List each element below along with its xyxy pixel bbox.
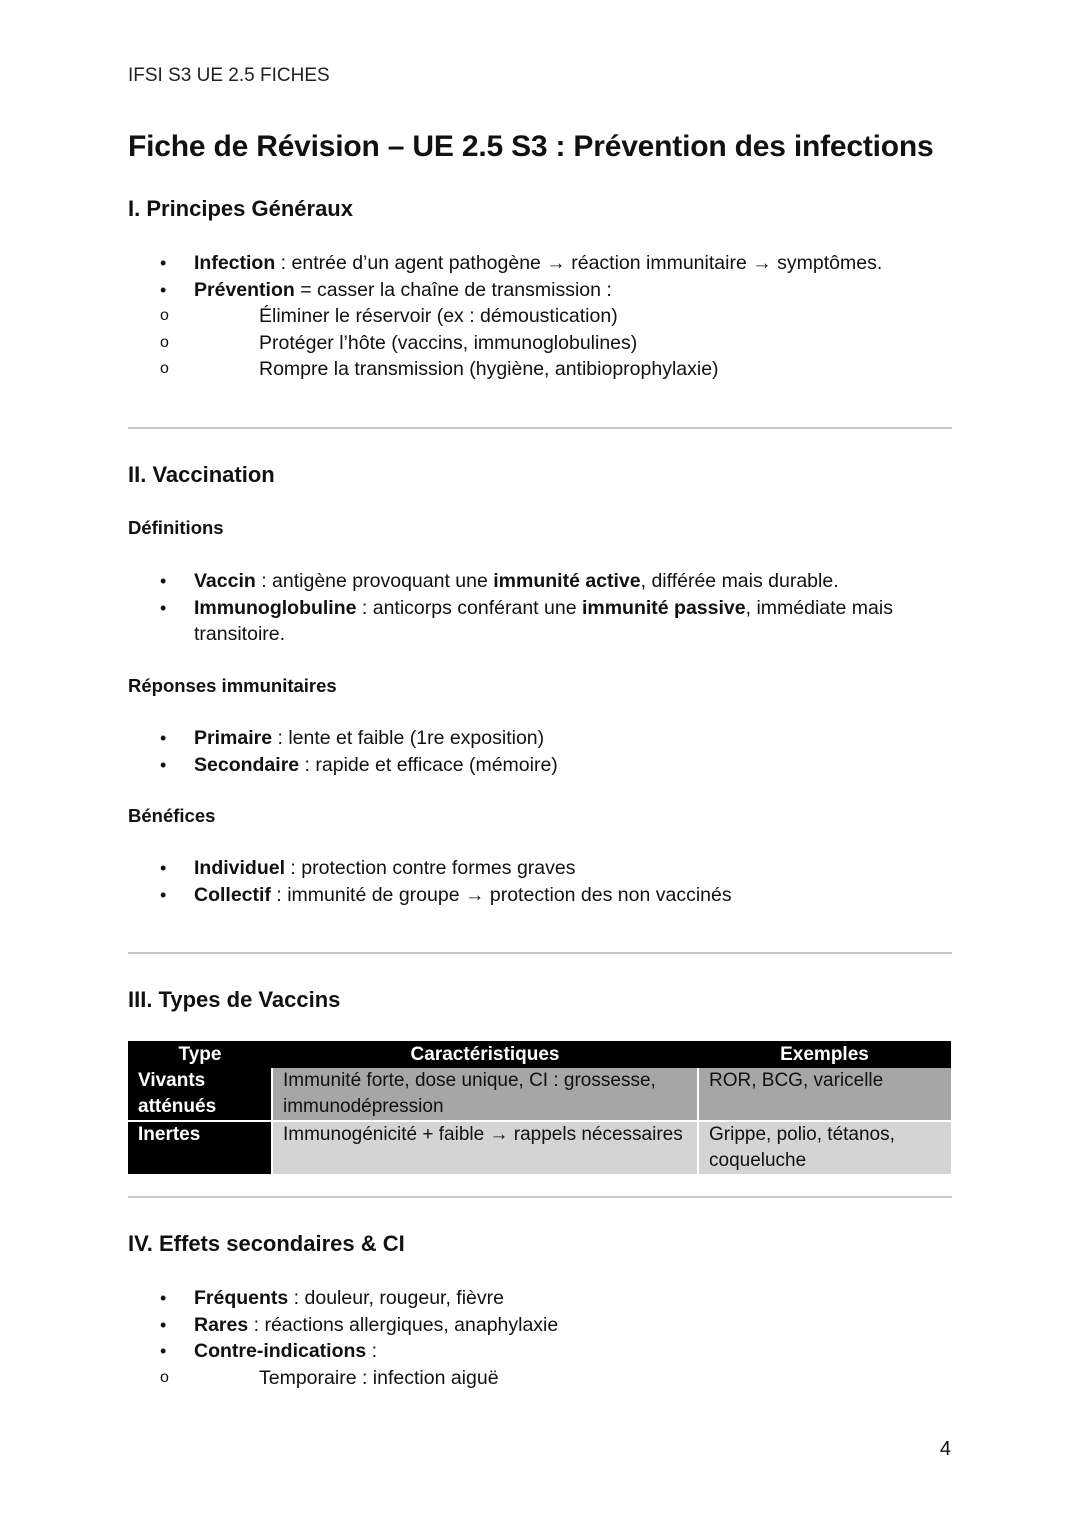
definition: : lente et faible (1re exposition) [272, 727, 545, 749]
divider [128, 1196, 952, 1198]
definition: : rapide et efficace (mémoire) [299, 753, 558, 776]
table-cell: Immunité forte, dose unique, CI : grossesse, immunodépression [272, 1068, 698, 1121]
table-cell: Grippe, polio, tétanos, coqueluche [698, 1121, 951, 1174]
page-number: 4 [939, 1438, 951, 1460]
emphasis: immunité active [493, 570, 641, 592]
term: Collectif [194, 883, 271, 906]
term: Immunoglobuline [194, 596, 357, 619]
term: Fréquents [194, 1287, 289, 1309]
section-4-heading: IV. Effets secondaires & CI [128, 1231, 405, 1256]
definition: , immédiate mais transitoire. [194, 596, 893, 645]
divider [128, 952, 952, 954]
running-header: IFSI S3 UE 2.5 FICHES [128, 65, 330, 86]
page-title: Fiche de Révision – UE 2.5 S3 : Prévention des infections [128, 130, 934, 163]
term: Infection [194, 252, 276, 274]
sub-list [128, 1365, 952, 1392]
term: Primaire [194, 727, 273, 749]
definition: , différée mais durable. [640, 570, 839, 592]
term: Secondaire [194, 753, 300, 776]
sub-list [128, 303, 952, 383]
responses-heading: Réponses immunitaires [128, 675, 337, 696]
definition: : anticorps conférant une [356, 596, 582, 619]
definitions-heading: Définitions [128, 517, 224, 538]
table-header-row [128, 1041, 951, 1068]
definition: = casser la chaîne de transmission : [294, 278, 612, 301]
list-item [128, 1338, 952, 1391]
table-cell: ROR, BCG, varicelle [698, 1068, 951, 1121]
sub-list-item: o Protéger l’hôte (vaccins, immunoglobulines) [128, 330, 952, 357]
list-item [128, 1285, 952, 1312]
list-item [128, 1312, 952, 1339]
list-item [128, 568, 952, 595]
benefits-list [128, 855, 952, 908]
definition: : antigène provoquant une [255, 570, 494, 592]
sub-list-item: o Temporaire : infection aiguë [128, 1365, 952, 1392]
section-3-heading: III. Types de Vaccins [128, 987, 341, 1012]
table-row [128, 1068, 951, 1121]
sub-list-item: o Rompre la transmission (hygiène, antibioprophylaxie) [128, 356, 952, 383]
responses-list [128, 725, 952, 778]
term: Rares [194, 1313, 249, 1336]
definition: : entrée d’un agent pathogène → réaction immunitaire → symptômes. [275, 252, 883, 274]
list-item [128, 725, 952, 752]
side-effects-list [128, 1285, 952, 1391]
table-cell: Immunogénicité + faible → rappels nécessaires [272, 1121, 698, 1174]
table-row [128, 1121, 951, 1174]
term: Vaccin [194, 570, 256, 592]
definition: : protection contre formes graves [285, 857, 576, 879]
section-1-list [128, 250, 952, 383]
term: Contre-indications [194, 1340, 367, 1362]
list-item [128, 855, 952, 882]
vaccine-types-table [128, 1041, 951, 1174]
list-item [128, 277, 952, 383]
list-item [128, 595, 952, 648]
table-cell: Vivants atténués [128, 1068, 272, 1121]
list-item [128, 882, 952, 909]
definition: : réactions allergiques, anaphylaxie [248, 1313, 559, 1336]
definitions-list [128, 568, 952, 648]
column-header: Caractéristiques [272, 1041, 698, 1068]
term: Prévention [194, 278, 295, 301]
sub-list-item: o Éliminer le réservoir (ex : démoustication) [128, 303, 952, 330]
table-cell: Inertes [128, 1121, 272, 1174]
list-item [128, 250, 952, 277]
divider [128, 427, 952, 429]
definition: : immunité de groupe → protection des non vaccinés [270, 883, 732, 906]
benefits-heading: Bénéfices [128, 805, 216, 826]
list-item [128, 752, 952, 779]
section-1-heading: I. Principes Généraux [128, 196, 353, 221]
definition: : [366, 1340, 378, 1362]
emphasis: immunité passive [581, 596, 746, 619]
term: Individuel [194, 857, 286, 879]
column-header: Type [128, 1041, 272, 1068]
section-2-heading: II. Vaccination [128, 462, 275, 487]
column-header: Exemples [698, 1041, 951, 1068]
definition: : douleur, rougeur, fièvre [288, 1287, 504, 1309]
